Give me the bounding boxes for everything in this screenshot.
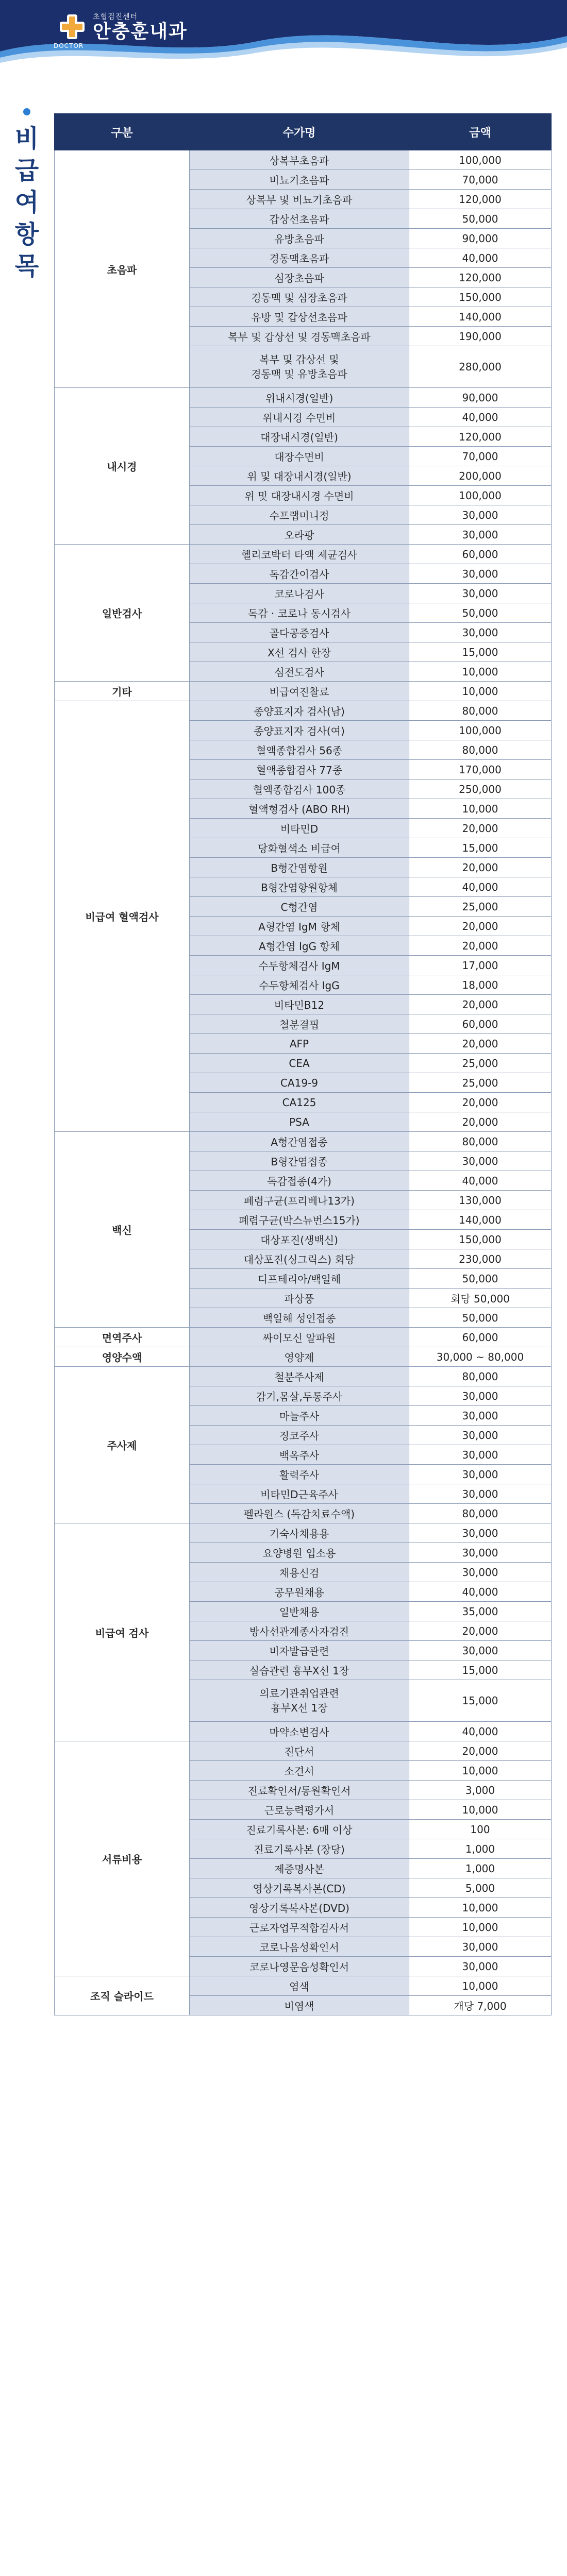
price-cell: 30,000: [409, 1641, 552, 1660]
price-table: [54, 113, 552, 2015]
item-name-cell: B형간염항원: [190, 858, 409, 877]
price-cell: 60,000: [409, 1014, 552, 1034]
item-name-cell: 백일해 성인접종: [190, 1308, 409, 1328]
price-cell: 20,000: [409, 1112, 552, 1132]
item-name-cell: 영상기록복사본(CD): [190, 1878, 409, 1898]
item-name-cell: 영양제: [190, 1347, 409, 1367]
item-name-cell: 진단서: [190, 1741, 409, 1761]
price-cell: 15,000: [409, 642, 552, 662]
item-name-cell: 심전도검사: [190, 662, 409, 682]
price-cell: 70,000: [409, 447, 552, 466]
item-name-cell: 근로능력평가서: [190, 1800, 409, 1820]
title-char: 비: [14, 124, 39, 153]
table-row: [55, 1347, 552, 1367]
item-name-cell: 혈액종합검사 77종: [190, 760, 409, 779]
item-name-cell: 백옥주사: [190, 1445, 409, 1465]
item-name-cell: 상복부 및 비뇨기초음파: [190, 190, 409, 209]
item-name-cell: 진료기록사본 (장당): [190, 1839, 409, 1859]
price-cell: 10,000: [409, 799, 552, 819]
item-name-cell: 비타민D근육주사: [190, 1484, 409, 1504]
price-cell: 50,000: [409, 209, 552, 229]
price-cell: 90,000: [409, 388, 552, 408]
item-name-cell: 파상풍: [190, 1289, 409, 1308]
table-row: [55, 1132, 552, 1151]
table-header-row: [55, 114, 552, 150]
price-cell: 40,000: [409, 248, 552, 268]
item-name-cell: 방사선관계종사자검진: [190, 1621, 409, 1641]
item-name-cell: 위내시경 수면비: [190, 408, 409, 427]
category-cell: 기타: [55, 682, 190, 701]
price-cell: 30,000: [409, 1937, 552, 1957]
item-name-cell: 코로나영문음성확인서: [190, 1957, 409, 1976]
item-name-cell: 디프테리아/백일해: [190, 1269, 409, 1289]
table-row: [55, 1328, 552, 1347]
item-name-cell: A형간염 IgM 항체: [190, 917, 409, 936]
table-row: [55, 545, 552, 564]
item-name-cell: 위 및 대장내시경(일반): [190, 466, 409, 486]
price-cell: 개당 7,000: [409, 1996, 552, 2015]
item-name-cell: 대상포진(생백신): [190, 1230, 409, 1249]
item-name-cell: B형간염항원항체: [190, 877, 409, 897]
column-header-category: 구분: [55, 114, 190, 150]
price-cell: 30,000: [409, 505, 552, 525]
table-row: [55, 1741, 552, 1761]
price-cell: 20,000: [409, 917, 552, 936]
item-name-cell: 소견서: [190, 1761, 409, 1781]
price-cell: 40,000: [409, 1171, 552, 1191]
item-name-cell: 수두항체검사 IgM: [190, 956, 409, 975]
price-cell: 280,000: [409, 346, 552, 388]
price-cell: 100,000: [409, 486, 552, 505]
item-name-cell: 마약소변검사: [190, 1722, 409, 1741]
table-row: [55, 682, 552, 701]
item-name-cell: 염색: [190, 1976, 409, 1996]
price-cell: 30,000: [409, 564, 552, 584]
table-row: [55, 1976, 552, 1996]
item-name-cell: 위 및 대장내시경 수면비: [190, 486, 409, 505]
category-cell: 조직 슬라이드: [55, 1976, 190, 2015]
item-name-cell: 유방초음파: [190, 229, 409, 248]
table-row: [55, 1367, 552, 1386]
item-name-cell: 혈액형검사 (ABO RH): [190, 799, 409, 819]
item-name-cell: CA125: [190, 1093, 409, 1112]
price-cell: 15,000: [409, 1680, 552, 1722]
column-header-item: 수가명: [190, 114, 409, 150]
category-cell: 내시경: [55, 388, 190, 545]
item-name-cell: 독감 · 코로나 동시검사: [190, 603, 409, 623]
item-name-cell: 오라팡: [190, 525, 409, 545]
item-name-cell: 펠라원스 (독감치료수액): [190, 1504, 409, 1523]
price-cell: 150,000: [409, 1230, 552, 1249]
item-name-cell: 요양병원 입소용: [190, 1543, 409, 1563]
item-name-cell: 코로나검사: [190, 584, 409, 603]
item-name-cell: 복부 및 갑상선 및 경동맥초음파: [190, 327, 409, 346]
price-cell: 30,000: [409, 1406, 552, 1426]
column-header-price: 금액: [409, 114, 552, 150]
price-cell: 170,000: [409, 760, 552, 779]
price-cell: 10,000: [409, 1898, 552, 1918]
price-cell: 100: [409, 1820, 552, 1839]
category-cell: 비급여 혈액검사: [55, 701, 190, 1132]
price-cell: 20,000: [409, 1621, 552, 1641]
item-name-cell: 종양표지자 검사(남): [190, 701, 409, 721]
price-cell: 120,000: [409, 427, 552, 447]
price-cell: 80,000: [409, 1504, 552, 1523]
item-name-cell: 경동맥 및 심장초음파: [190, 287, 409, 307]
item-name-cell: 유방 및 갑상선초음파: [190, 307, 409, 327]
price-cell: 30,000: [409, 1957, 552, 1976]
item-name-cell: 영상기록복사본(DVD): [190, 1898, 409, 1918]
price-cell: 80,000: [409, 740, 552, 760]
price-cell: 80,000: [409, 1367, 552, 1386]
price-cell: 250,000: [409, 779, 552, 799]
price-cell: 25,000: [409, 897, 552, 917]
category-cell: 비급여 검사: [55, 1523, 190, 1741]
item-name-cell: 혈액종합검사 56종: [190, 740, 409, 760]
brand-name: 안충훈내과: [93, 21, 188, 42]
item-name-cell: 비급여진찰료: [190, 682, 409, 701]
item-name-cell: 경동맥초음파: [190, 248, 409, 268]
section-title-vertical: [11, 108, 42, 282]
item-name-cell: CEA: [190, 1054, 409, 1073]
price-cell: 50,000: [409, 1308, 552, 1328]
item-name-cell: AFP: [190, 1034, 409, 1054]
price-cell: 40,000: [409, 1722, 552, 1741]
price-cell: 30,000: [409, 1523, 552, 1543]
item-name-cell: 독감간이검사: [190, 564, 409, 584]
category-cell: 주사제: [55, 1367, 190, 1523]
item-name-cell: 비타민D: [190, 819, 409, 838]
item-name-cell: 진료기록사본: 6매 이상: [190, 1820, 409, 1839]
price-cell: 30,000: [409, 1563, 552, 1582]
item-name-cell: 헬리코박터 타액 제균검사: [190, 545, 409, 564]
item-name-cell: 혈액종합검사 100종: [190, 779, 409, 799]
item-name-cell: 비뇨기초음파: [190, 170, 409, 190]
price-cell: 50,000: [409, 603, 552, 623]
item-name-cell: 대장수면비: [190, 447, 409, 466]
brand-subtitle: 초협검진센터: [93, 13, 138, 21]
item-name-cell: 상복부초음파: [190, 150, 409, 170]
price-cell: 90,000: [409, 229, 552, 248]
price-cell: 100,000: [409, 150, 552, 170]
price-cell: 30,000: [409, 584, 552, 603]
price-cell: 20,000: [409, 995, 552, 1014]
price-cell: 1,000: [409, 1839, 552, 1859]
price-cell: 25,000: [409, 1073, 552, 1093]
item-name-cell: 진료확인서/통원확인서: [190, 1781, 409, 1800]
price-cell: 30,000 ~ 80,000: [409, 1347, 552, 1367]
price-cell: 30,000: [409, 1386, 552, 1406]
price-cell: 35,000: [409, 1602, 552, 1621]
item-name-cell: 일반채용: [190, 1602, 409, 1621]
category-cell: 일반검사: [55, 545, 190, 682]
price-cell: 5,000: [409, 1878, 552, 1898]
price-cell: 40,000: [409, 1582, 552, 1602]
price-cell: 20,000: [409, 1741, 552, 1761]
price-cell: 80,000: [409, 1132, 552, 1151]
price-cell: 130,000: [409, 1191, 552, 1210]
table-row: [55, 150, 552, 170]
table-row: [55, 701, 552, 721]
item-name-cell: 철분주사제: [190, 1367, 409, 1386]
item-name-cell: 근로자업무적합검사서: [190, 1918, 409, 1937]
price-cell: 120,000: [409, 190, 552, 209]
category-cell: 백신: [55, 1132, 190, 1328]
item-name-cell: 의료기관취업관련 흉부X선 1장: [190, 1680, 409, 1722]
price-cell: 70,000: [409, 170, 552, 190]
item-name-cell: 대상포진(싱그릭스) 회당: [190, 1249, 409, 1269]
price-cell: 140,000: [409, 307, 552, 327]
item-name-cell: 징코주사: [190, 1426, 409, 1445]
medical-cross-icon: [57, 11, 88, 42]
title-char: 급: [14, 156, 39, 185]
item-name-cell: 복부 및 갑상선 및 경동맥 및 유방초음파: [190, 346, 409, 388]
price-cell: 60,000: [409, 545, 552, 564]
item-name-cell: 철분결핍: [190, 1014, 409, 1034]
item-name-cell: 폐렴구균(박스뉴번스15가): [190, 1210, 409, 1230]
category-cell: 영양수액: [55, 1347, 190, 1367]
price-cell: 10,000: [409, 1761, 552, 1781]
price-cell: 30,000: [409, 1151, 552, 1171]
price-cell: 30,000: [409, 1484, 552, 1504]
price-cell: 190,000: [409, 327, 552, 346]
item-name-cell: 실습관련 흉부X선 1장: [190, 1660, 409, 1680]
price-cell: 20,000: [409, 1093, 552, 1112]
item-name-cell: 싸이모신 알파원: [190, 1328, 409, 1347]
table-body: [55, 150, 552, 2015]
price-cell: 20,000: [409, 936, 552, 956]
price-cell: 18,000: [409, 975, 552, 995]
category-cell: 초음파: [55, 150, 190, 388]
price-cell: 100,000: [409, 721, 552, 740]
table-row: [55, 1523, 552, 1543]
item-name-cell: 폐렴구균(프리베나13가): [190, 1191, 409, 1210]
price-cell: 30,000: [409, 1445, 552, 1465]
item-name-cell: 비자발급관련: [190, 1641, 409, 1660]
item-name-cell: 종양표지자 검사(여): [190, 721, 409, 740]
table-row: [55, 388, 552, 408]
category-cell: 서류비용: [55, 1741, 190, 1976]
header-banner: [0, 0, 567, 67]
price-cell: 120,000: [409, 268, 552, 287]
item-name-cell: 감기,몸살,두통주사: [190, 1386, 409, 1406]
item-name-cell: 당화혈색소 비급여: [190, 838, 409, 858]
price-cell: 10,000: [409, 1918, 552, 1937]
price-cell: 30,000: [409, 1543, 552, 1563]
price-cell: 30,000: [409, 525, 552, 545]
price-cell: 30,000: [409, 1426, 552, 1445]
item-name-cell: 갑상선초음파: [190, 209, 409, 229]
item-name-cell: 수두항체검사 IgG: [190, 975, 409, 995]
price-cell: 회당 50,000: [409, 1289, 552, 1308]
price-cell: 3,000: [409, 1781, 552, 1800]
price-cell: 80,000: [409, 701, 552, 721]
price-cell: 10,000: [409, 662, 552, 682]
bullet-dot-icon: [23, 108, 30, 115]
price-cell: 20,000: [409, 1034, 552, 1054]
price-cell: 15,000: [409, 838, 552, 858]
category-cell: 면역주사: [55, 1328, 190, 1347]
item-name-cell: 활력주사: [190, 1465, 409, 1484]
item-name-cell: 골다공증검사: [190, 623, 409, 642]
item-name-cell: 비타민B12: [190, 995, 409, 1014]
price-cell: 140,000: [409, 1210, 552, 1230]
item-name-cell: 독감접종(4가): [190, 1171, 409, 1191]
price-cell: 10,000: [409, 682, 552, 701]
price-cell: 25,000: [409, 1054, 552, 1073]
item-name-cell: X선 검사 한장: [190, 642, 409, 662]
item-name-cell: 공무원채용: [190, 1582, 409, 1602]
title-char: 여: [14, 188, 39, 217]
price-cell: 40,000: [409, 408, 552, 427]
item-name-cell: CA19-9: [190, 1073, 409, 1093]
price-cell: 10,000: [409, 1976, 552, 1996]
price-cell: 30,000: [409, 1465, 552, 1484]
price-cell: 17,000: [409, 956, 552, 975]
price-cell: 230,000: [409, 1249, 552, 1269]
item-name-cell: C형간염: [190, 897, 409, 917]
price-cell: 10,000: [409, 1800, 552, 1820]
item-name-cell: B형간염접종: [190, 1151, 409, 1171]
item-name-cell: 마늘주사: [190, 1406, 409, 1426]
item-name-cell: 비염색: [190, 1996, 409, 2015]
title-char: 항: [14, 220, 39, 249]
item-name-cell: A형간염 IgG 항체: [190, 936, 409, 956]
item-name-cell: 심장초음파: [190, 268, 409, 287]
item-name-cell: A형간염접종: [190, 1132, 409, 1151]
item-name-cell: 위내시경(일반): [190, 388, 409, 408]
item-name-cell: 코로나음성확인서: [190, 1937, 409, 1957]
price-cell: 20,000: [409, 858, 552, 877]
price-cell: 150,000: [409, 287, 552, 307]
item-name-cell: 기숙사채용용: [190, 1523, 409, 1543]
clinic-logo[interactable]: [57, 11, 188, 42]
item-name-cell: 대장내시경(일반): [190, 427, 409, 447]
title-char: 목: [14, 252, 39, 281]
price-cell: 20,000: [409, 819, 552, 838]
price-cell: 1,000: [409, 1859, 552, 1878]
item-name-cell: 수프랩미니정: [190, 505, 409, 525]
price-cell: 30,000: [409, 623, 552, 642]
price-cell: 50,000: [409, 1269, 552, 1289]
brand-doctor-label: DOCTOR: [54, 42, 84, 49]
price-cell: 40,000: [409, 877, 552, 897]
price-cell: 200,000: [409, 466, 552, 486]
price-cell: 15,000: [409, 1660, 552, 1680]
price-cell: 60,000: [409, 1328, 552, 1347]
item-name-cell: PSA: [190, 1112, 409, 1132]
item-name-cell: 채용신검: [190, 1563, 409, 1582]
item-name-cell: 제증명사본: [190, 1859, 409, 1878]
